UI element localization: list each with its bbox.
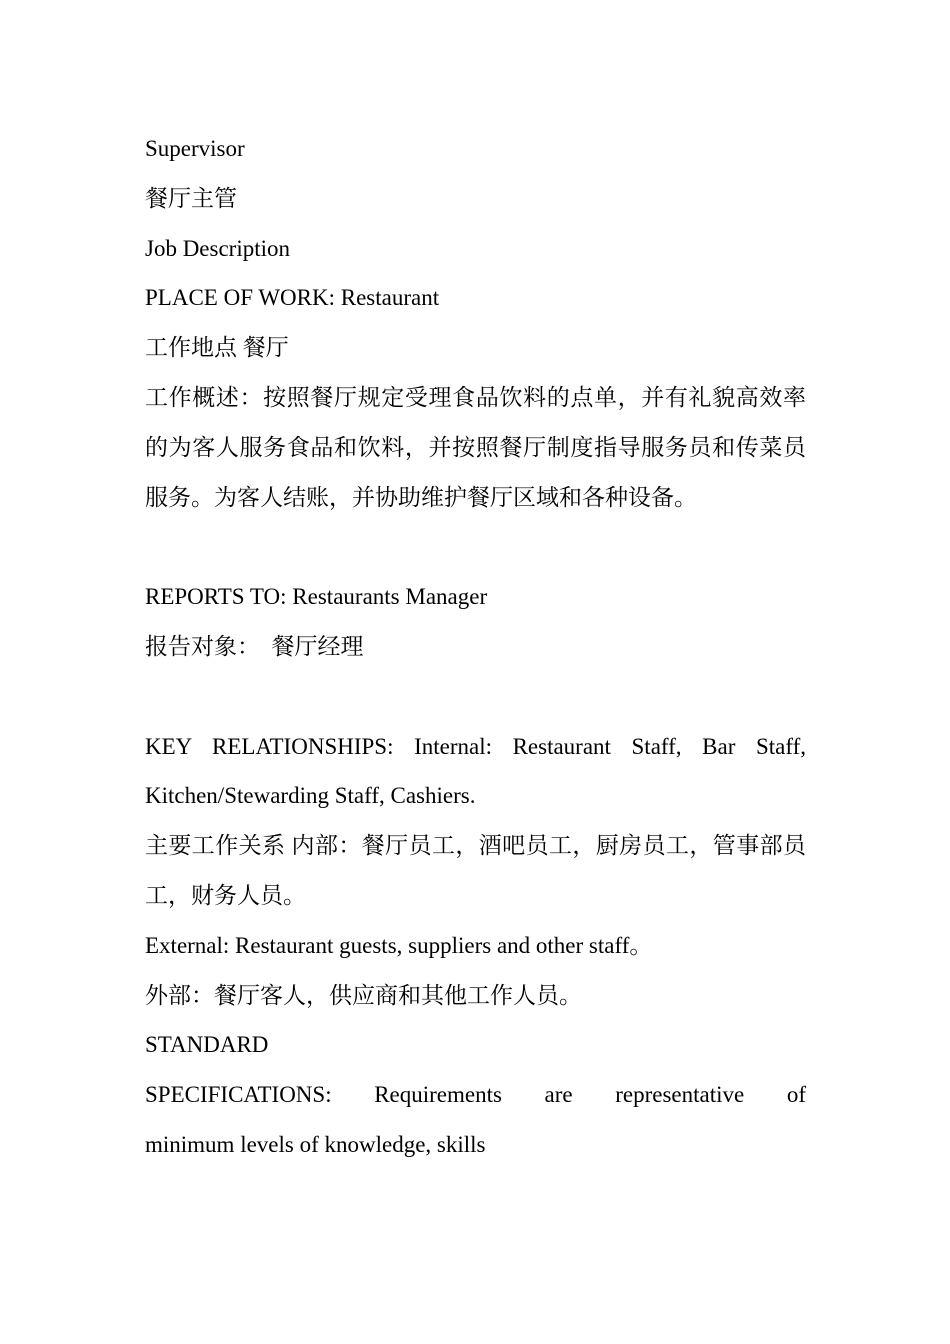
- place-of-work-en: PLACE OF WORK: Restaurant: [145, 285, 440, 311]
- external-cn: 外部：餐厅客人，供应商和其他工作人员。: [145, 982, 582, 1008]
- blank-line: [145, 522, 806, 572]
- title-cn: 餐厅主管: [145, 185, 237, 211]
- external-en: External: Restaurant guests, suppliers and other staff。: [145, 932, 653, 958]
- document-page: [145, 124, 806, 1170]
- summary-cn: 工作概述：按照餐厅规定受理食品饮料的点单，并有礼貌高效率的为客人服务食品和饮料，并按照餐厅制度指导服务员和传菜员服务。为客人结账，并协助维护餐厅区域和各种设备。: [145, 384, 806, 510]
- reports-to-en: REPORTS TO: Restaurants Manager: [145, 584, 488, 610]
- key-relationships-cn: 主要工作关系 内部：餐厅员工，酒吧员工，厨房员工，管事部员工，财务人员。: [145, 833, 806, 908]
- specifications-line-2: minimum levels of knowledge, skills: [145, 1131, 486, 1157]
- key-relationships-en: KEY RELATIONSHIPS: Internal: Restaurant Staff, Bar Staff, Kitchen/Stewarding Staff, Cashiers.: [145, 733, 806, 809]
- reports-to-cn: 报告对象： 餐厅经理: [145, 633, 364, 659]
- place-of-work-cn: 工作地点 餐厅: [145, 335, 289, 361]
- standard-heading: STANDARD: [145, 1032, 269, 1058]
- title-en: Supervisor: [145, 136, 245, 161]
- blank-line: [145, 672, 806, 722]
- job-description-heading: Job Description: [145, 235, 291, 261]
- specifications-line-1: SPECIFICATIONS: Requirements are representative of: [145, 1082, 806, 1108]
